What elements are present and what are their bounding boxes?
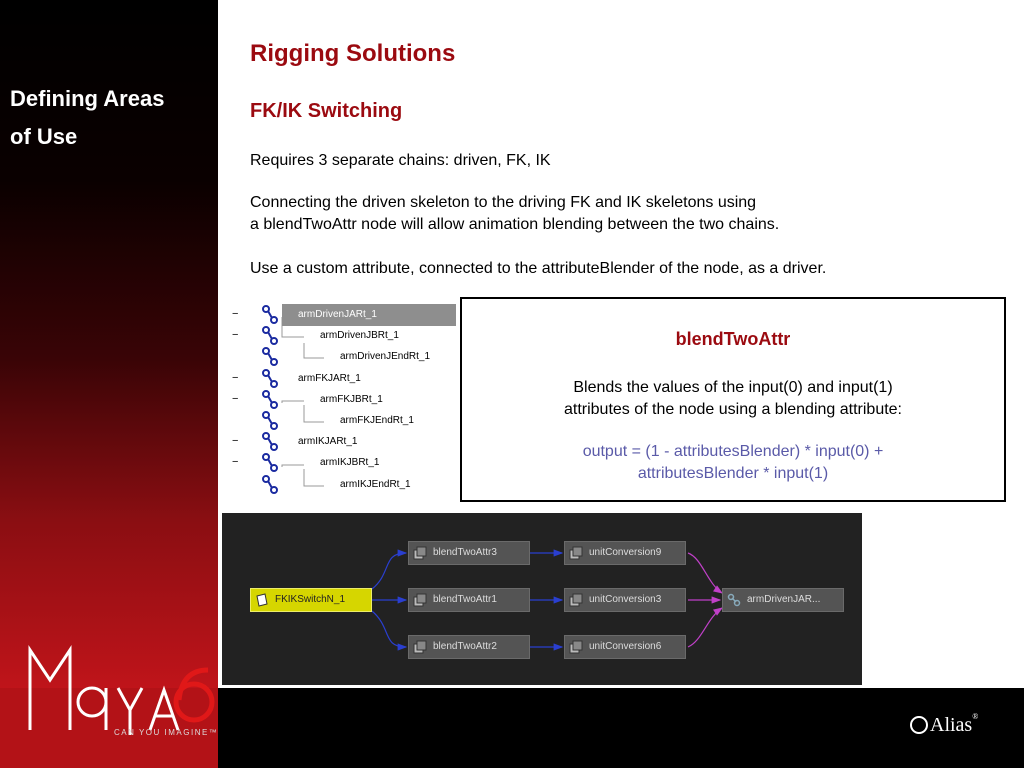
switch-node[interactable]: [250, 588, 372, 612]
info-box-title: blendTwoAttr: [675, 329, 791, 349]
paragraph-connecting-line1: Connecting the driven skeleton to the driving FK and IK skeletons using: [250, 194, 757, 211]
outliner-item-label: armDrivenJBRt_1: [320, 330, 399, 342]
conversion-node[interactable]: [564, 588, 686, 612]
node-icon: [413, 546, 427, 560]
conversion-node[interactable]: [564, 541, 686, 565]
joint-icon: [260, 475, 282, 495]
outliner-item-label: armIKJEndRt_1: [340, 478, 411, 490]
section-subtitle: FK/IK Switching: [250, 100, 403, 122]
outliner-item[interactable]: [230, 389, 456, 411]
outliner-item[interactable]: [230, 431, 456, 453]
conversion-node-label: unitConversion6: [589, 641, 662, 652]
outliner-item-label: armFKJEndRt_1: [340, 415, 414, 426]
page-title: Rigging Solutions: [250, 40, 456, 67]
note-icon: [255, 593, 269, 607]
joint-icon: [260, 369, 282, 389]
blend-node-label: blendTwoAttr2: [433, 641, 497, 652]
outliner-item[interactable]: [230, 474, 456, 496]
paragraph-driver: Use a custom attribute, connected to the attributeBlender of the node, as a driver.: [250, 260, 827, 277]
blend-info-box: [460, 297, 1006, 502]
collapse-toggle[interactable]: −: [232, 392, 239, 405]
collapse-toggle[interactable]: −: [232, 435, 239, 448]
sidebar-title: [10, 80, 210, 156]
hypergraph-panel: [222, 513, 862, 685]
conversion-node-label: unitConversion9: [589, 547, 662, 558]
alias-text: Alias: [930, 714, 973, 736]
conversion-node[interactable]: [564, 635, 686, 659]
outliner-item[interactable]: [230, 368, 456, 390]
blend-node-label: blendTwoAttr1: [433, 594, 497, 605]
collapse-toggle[interactable]: −: [232, 456, 239, 469]
alias-o-icon: [910, 716, 928, 734]
outliner-item[interactable]: [230, 325, 456, 347]
joint-icon: [260, 390, 282, 410]
node-icon: [569, 546, 583, 560]
joint-icon: [260, 453, 282, 473]
outliner-item[interactable]: [230, 452, 456, 474]
outliner-item-label: armFKJBRt_1: [320, 393, 383, 405]
paragraph-chains: Requires 3 separate chains: driven, FK, IK: [250, 152, 551, 169]
node-icon: [569, 593, 583, 607]
collapse-toggle[interactable]: −: [232, 371, 239, 384]
blend-node[interactable]: [408, 541, 530, 565]
joint-icon: [727, 593, 741, 607]
outliner-item[interactable]: [232, 304, 456, 326]
switch-node-label: FKIKSwitchN_1: [275, 594, 346, 605]
collapse-toggle[interactable]: −: [232, 308, 239, 320]
info-desc-line2: attributes of the node using a blending attribute:: [563, 401, 902, 418]
outliner-item[interactable]: [230, 410, 456, 432]
conversion-node-label: unitConversion3: [589, 594, 662, 605]
outliner-item[interactable]: [230, 346, 456, 368]
target-node-label: armDrivenJAR...: [747, 594, 821, 605]
sidebar-title-line1: Defining Areas: [10, 86, 165, 111]
maya-tagline: CAN YOU IMAGINE™: [114, 728, 219, 737]
collapse-toggle[interactable]: −: [232, 329, 239, 342]
joint-icon: [260, 305, 282, 325]
joint-icon: [260, 411, 282, 431]
joint-icon: [260, 326, 282, 346]
target-joint-node[interactable]: [722, 588, 844, 612]
blend-node[interactable]: [408, 588, 530, 612]
node-icon: [413, 593, 427, 607]
info-box-formula: [462, 441, 1004, 485]
paragraph-connecting: [250, 192, 779, 236]
outliner-panel: [230, 295, 456, 500]
outliner-item-label: armIKJBRt_1: [320, 457, 380, 469]
outliner-item-label: armDrivenJEndRt_1: [340, 351, 431, 363]
paragraph-connecting-line2: a blendTwoAttr node will allow animation blending between the two chains.: [250, 216, 780, 233]
blend-node-label: blendTwoAttr3: [433, 547, 497, 558]
sidebar-title-line2: of Use: [10, 124, 78, 149]
joint-icon: [260, 347, 282, 367]
info-formula-line1: output = (1 - attributesBlender) * input(0) +: [582, 443, 884, 460]
outliner-item-label: armFKJARt_1: [298, 372, 361, 384]
info-formula-line2: attributesBlender * input(1): [637, 465, 829, 482]
info-box-description: [462, 377, 1004, 421]
info-desc-line1: Blends the values of the input(0) and input(1): [573, 379, 893, 396]
outliner-item-label: armDrivenJARt_1: [298, 309, 377, 320]
node-icon: [413, 640, 427, 654]
blend-node[interactable]: [408, 635, 530, 659]
alias-registered-mark: ®: [972, 712, 979, 721]
maya-logo: [22, 640, 222, 740]
joint-icon: [260, 432, 282, 452]
outliner-item-label: armIKJARt_1: [298, 436, 358, 448]
node-icon: [569, 640, 583, 654]
alias-logo: [910, 712, 978, 737]
